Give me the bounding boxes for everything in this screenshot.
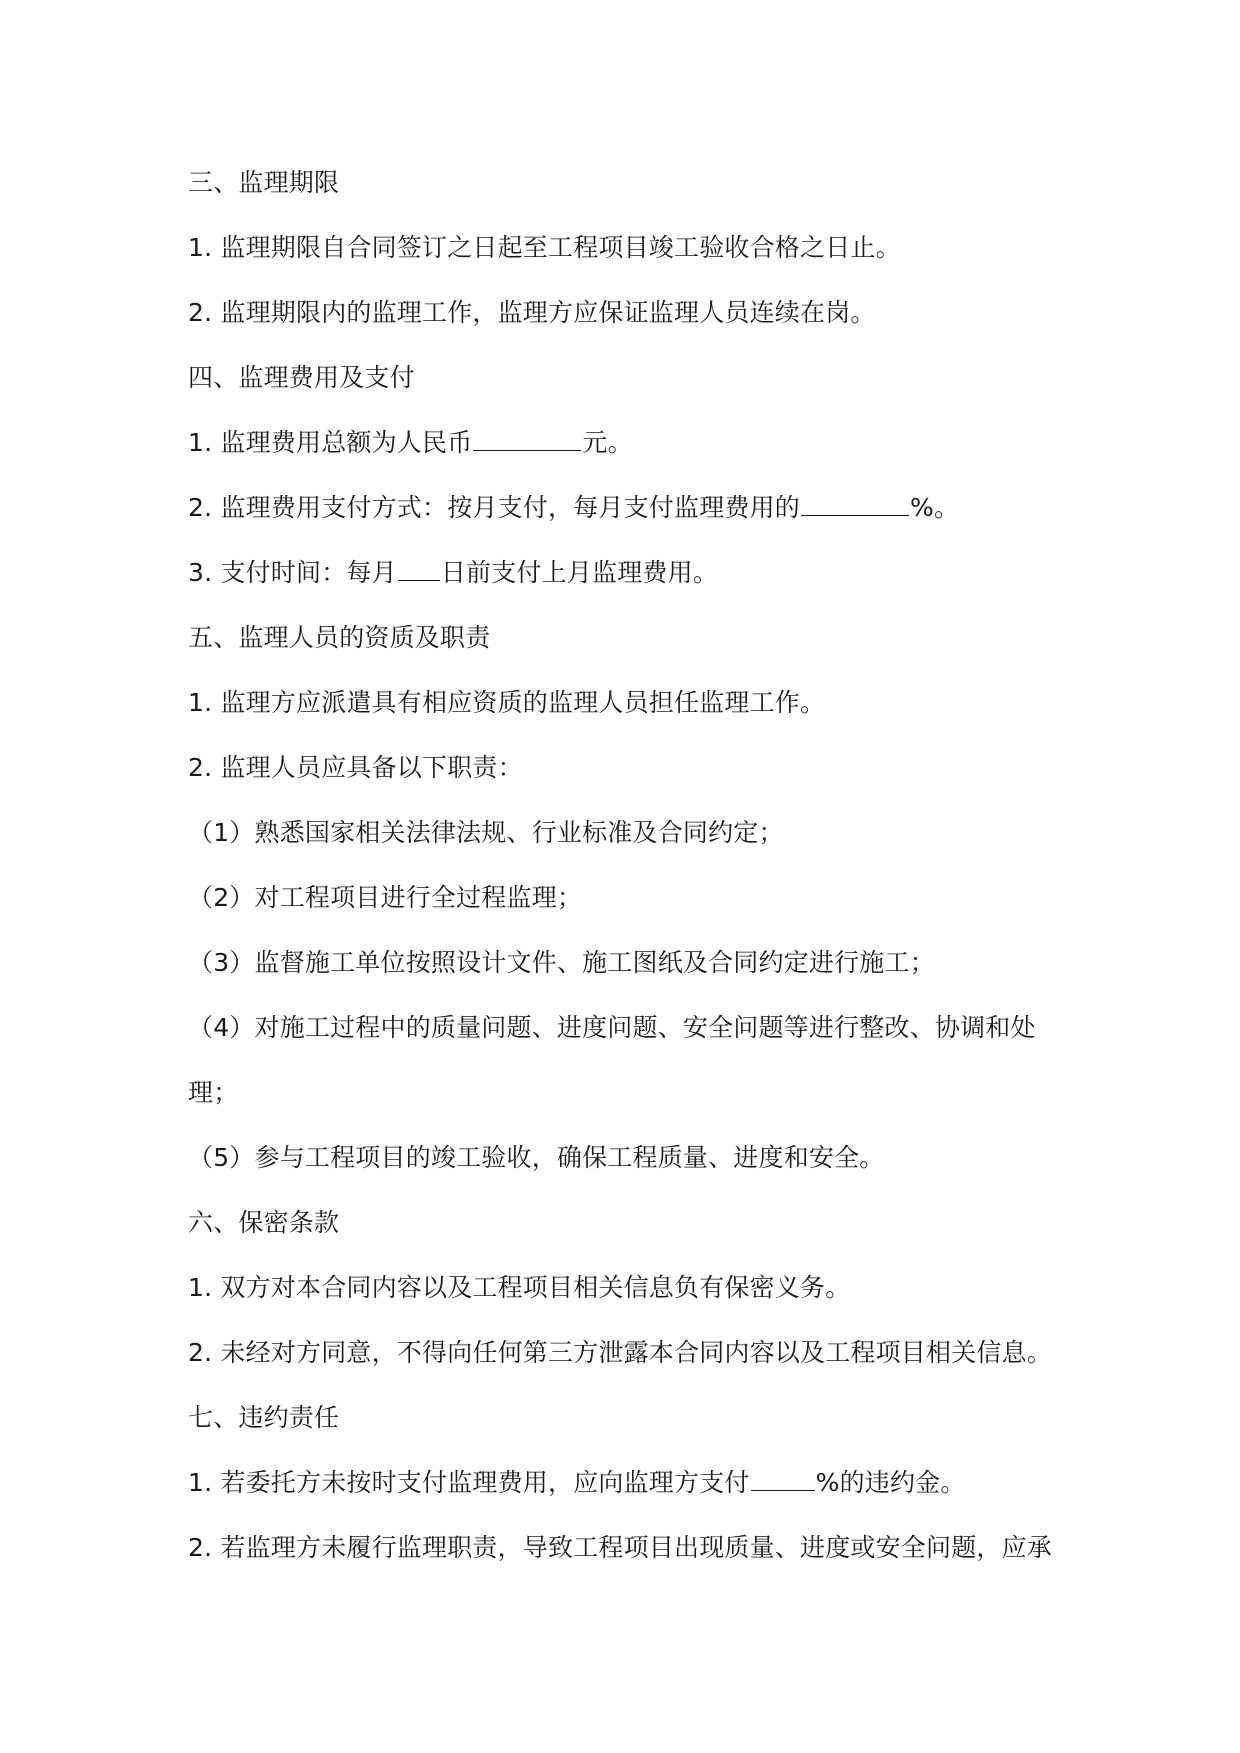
- clause-fee-2-text-before: 2. 监理费用支付方式：按月支付，每月支付监理费用的: [188, 493, 801, 522]
- clause-fee-3-text-after: 日前支付上月监理费用。: [440, 558, 719, 587]
- duty-item-1: （1）熟悉国家相关法律法规、行业标准及合同约定；: [188, 818, 784, 847]
- clause-staff-1: 1. 监理方应派遣具有相应资质的监理人员担任监理工作。: [188, 688, 826, 717]
- section-heading-confidentiality: 六、保密条款: [188, 1208, 340, 1237]
- payment-day-blank[interactable]: [398, 550, 440, 581]
- duty-item-2: （2）对工程项目进行全过程监理；: [188, 883, 583, 912]
- clause-fee-3: [188, 550, 1068, 615]
- clause-staff-2: 2. 监理人员应具备以下职责：: [188, 753, 523, 782]
- clause-fee-3-text-before: 3. 支付时间：每月: [188, 558, 397, 587]
- section-heading-fee: 四、监理费用及支付: [188, 363, 415, 392]
- clause-fee-1: [188, 420, 1068, 485]
- clause-fee-2-text-after: %。: [910, 493, 960, 522]
- clause-breach-1-text-before: 1. 若委托方未按时支付监理费用，应向监理方支付: [188, 1468, 750, 1497]
- section-heading-term: 三、监理期限: [188, 168, 340, 197]
- duty-item-4: （4）对施工过程中的质量问题、进度问题、安全问题等进行整改、协调和处: [188, 1013, 1036, 1042]
- clause-fee-1-text-before: 1. 监理费用总额为人民币: [188, 428, 473, 457]
- document-body: [188, 160, 1068, 1590]
- fee-total-blank[interactable]: [473, 420, 581, 451]
- clause-breach-1-text-after: %的违约金。: [815, 1468, 966, 1497]
- clause-term-2: 2. 监理期限内的监理工作，监理方应保证监理人员连续在岗。: [188, 298, 876, 327]
- clause-fee-1-text-after: 元。: [582, 428, 633, 457]
- clause-confidentiality-2: 2. 未经对方同意，不得向任何第三方泄露本合同内容以及工程项目相关信息。: [188, 1338, 1053, 1367]
- duty-item-3: （3）监督施工单位按照设计文件、施工图纸及合同约定进行施工；: [188, 948, 935, 977]
- section-heading-breach: 七、违约责任: [188, 1403, 340, 1432]
- clause-term-1: 1. 监理期限自合同签订之日起至工程项目竣工验收合格之日止。: [188, 233, 901, 262]
- clause-breach-2: 2. 若监理方未履行监理职责，导致工程项目出现质量、进度或安全问题，应承: [188, 1533, 1053, 1562]
- fee-percent-blank[interactable]: [801, 485, 909, 516]
- section-heading-staff: 五、监理人员的资质及职责: [188, 623, 491, 652]
- duty-item-4-continued: 理；: [188, 1078, 239, 1107]
- duty-item-5: （5）参与工程项目的竣工验收，确保工程质量、进度和安全。: [188, 1143, 885, 1172]
- penalty-percent-blank[interactable]: [751, 1460, 815, 1491]
- clause-confidentiality-1: 1. 双方对本合同内容以及工程项目相关信息负有保密义务。: [188, 1273, 851, 1302]
- clause-breach-1: [188, 1460, 1068, 1525]
- clause-fee-2: [188, 485, 1068, 550]
